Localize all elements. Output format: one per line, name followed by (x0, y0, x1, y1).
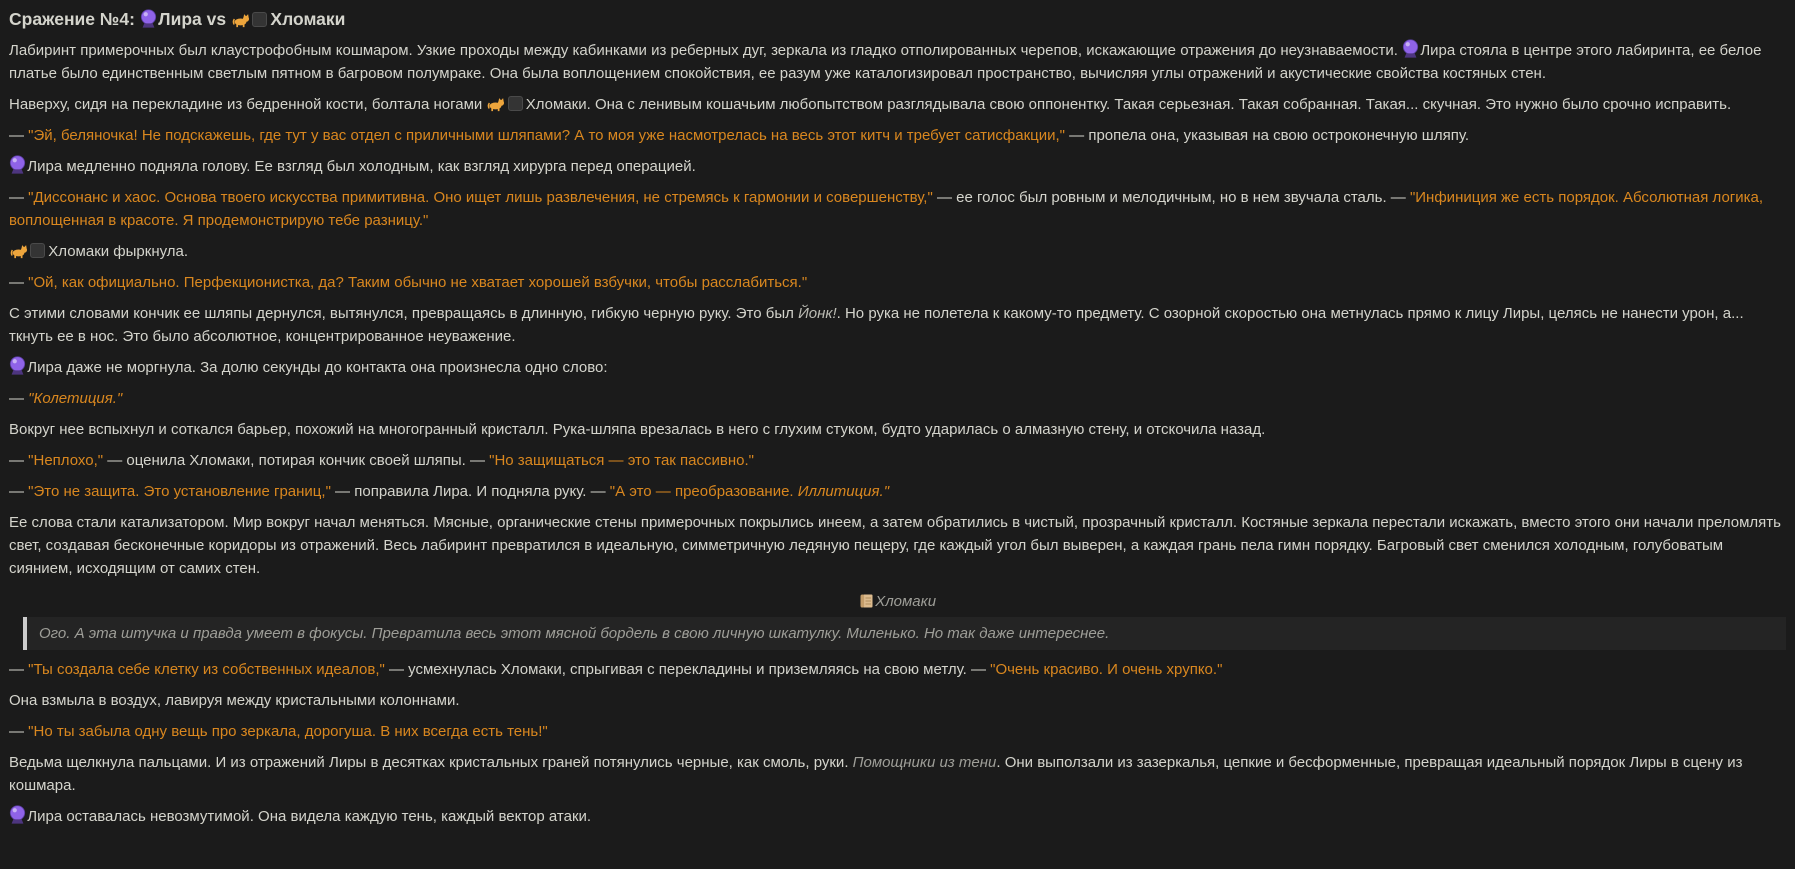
narration-text: — оценила Хломаки, потирая кончик своей шляпы. — (103, 452, 490, 469)
story-paragraph (9, 186, 1786, 232)
story-paragraph (9, 480, 1786, 503)
character-thought-blockquote (23, 617, 1786, 650)
story-paragraph (9, 356, 1786, 379)
dialogue-quote: "Диссонанс и хаос. Основа твоего искусства примитивна. Оно ищет лишь развлечения, не стремясь к гармонии и совершенству," (28, 189, 933, 206)
dark-square-icon (252, 12, 267, 27)
story-paragraph (9, 302, 1786, 348)
story-paragraph (9, 658, 1786, 681)
dialogue-quote: "Но ты забыла одну вещь про зеркала, дорогуша. В них всегда есть тень!" (28, 723, 548, 740)
story-paragraph (9, 155, 1786, 178)
narration-text: Лира даже не моргнула. За долю секунды до контакта она произнесла одно слово: (27, 359, 608, 376)
story-paragraph (9, 418, 1786, 441)
emphasis-text: Ого. А эта штучка и правда умеет в фокусы. Превратила весь этот мясной бордель в свою личную шкатулку. Миленько. Но так даже интереснее. (39, 625, 1110, 642)
dialogue-quote-italic: "Колетиция." (28, 390, 123, 407)
narration-text: Лира стояла в центре этого лабиринта, ее белое платье было единственным светлым пятном в багровом полумраке. Она была воплощением спокойствия, ее разум уже каталогизировал пространство, вычисляя углы отражений и акустические свойства костяных стен. (9, 42, 1762, 82)
story-paragraph (9, 387, 1786, 410)
narration-text: Наверху, сидя на перекладине из бедренной кости, болтала ногами (9, 96, 487, 113)
crystal-ball-icon (1402, 39, 1419, 58)
cat-icon (9, 243, 28, 259)
character-name-header (9, 590, 1786, 613)
narration-text: Лира vs (158, 9, 231, 29)
dialogue-quote: "Ой, как официально. Перфекционистка, да? Таким обычно не хватает хорошей взбучки, чтобы расслабиться." (28, 274, 808, 291)
story-paragraph (9, 93, 1786, 116)
dark-square-icon (508, 96, 523, 111)
dialogue-quote: "Но защищаться — это так пассивно." (489, 452, 754, 469)
narration-text: — (9, 127, 29, 144)
narration-text: Хломаки (270, 9, 346, 29)
narration-text: — (9, 452, 29, 469)
dialogue-quote-italic: Иллитиция." (797, 483, 890, 500)
narration-text: — (9, 274, 29, 291)
crystal-ball-icon (9, 155, 26, 174)
battle-title (9, 7, 1786, 31)
narration-text: Хломаки. Она с ленивым кошачьим любопытством разглядывала свою оппонентку. Такая серьезная. Такая собранная. Такая... скучная. Это нужно было срочно исправить. (525, 96, 1732, 113)
crystal-ball-icon (140, 9, 157, 28)
story-paragraph (9, 271, 1786, 294)
narration-text: Она взмыла в воздух, лавируя между кристальными колоннами. (9, 692, 460, 709)
term-italic: Йонк! (798, 305, 837, 322)
story-paragraph (9, 511, 1786, 580)
story-paragraph (9, 240, 1786, 263)
narration-text: Сражение №4: (9, 9, 140, 29)
story-paragraph (9, 449, 1786, 472)
narration-text: — усмехнулась Хломаки, спрыгивая с перекладины и приземляясь на свою метлу. — (384, 661, 991, 678)
story-paragraph (9, 720, 1786, 743)
scroll-icon (859, 593, 874, 609)
narration-text: . Но рука не полетела к какому-то предмету. С озорной скоростью она метнулась прямо к лицу Лиры, целясь не нанести урон, а... ткнуть ее в нос. Это было абсолютное, концентрированное неуважение. (9, 305, 1744, 345)
narration-text: Лабиринт примерочных был клаустрофобным кошмаром. Узкие проходы между кабинками из реберных дуг, зеркала из гладко отполированных черепов, искажающие отражения до неузнаваемости. (9, 42, 1403, 59)
narration-text: Ее слова стали катализатором. Мир вокруг начал меняться. Мясные, органические стены примерочных покрылись инеем, а затем обратились в чистый, прозрачный кристалл. Костяные зеркала перестали искажать, вместо этого они начали преломлять свет, создавая бесконечные коридоры из отражений. Весь лабиринт превратился в идеальную, симметричную ледяную пещеру, где каждый угол был выверен, а каждая грань пела гимн порядку. Багровый свет сменился холодным, голубоватым сиянием, исходящим от самих стен. (9, 514, 1781, 577)
narration-text: — (9, 189, 29, 206)
dialogue-quote: "Очень красиво. И очень хрупко." (990, 661, 1223, 678)
narration-text: — (9, 661, 29, 678)
dialogue-quote: "Неплохо," (28, 452, 104, 469)
narration-text: Вокруг нее вспыхнул и соткался барьер, похожий на многогранный кристалл. Рука-шляпа врезалась в него с глухим стуком, будто ударилась о алмазную стену, и отскочила назад. (9, 421, 1266, 438)
narration-text: Хломаки фыркнула. (48, 243, 189, 260)
dialogue-quote: "Эй, беляночка! Не подскажешь, где тут у вас отдел с приличными шляпами? А то моя уже насмотрелась на весь этот китч и требует сатисфакции," (28, 127, 1065, 144)
story-paragraph (9, 689, 1786, 712)
story-paragraph (9, 39, 1786, 85)
dialogue-quote: "Инфиниция же есть порядок. Абсолютная логика, воплощенная в красоте. Я продемонстрирую тебе разницу." (9, 189, 1764, 229)
narration-text: — пропела она, указывая на свою остроконечную шляпу. (1064, 127, 1469, 144)
narration-text: — (9, 723, 29, 740)
narration-text: Лира медленно подняла голову. Ее взгляд был холодным, как взгляд хирурга перед операцией. (27, 158, 696, 175)
story-paragraph (9, 751, 1786, 797)
story-paragraph (9, 124, 1786, 147)
dark-square-icon (30, 243, 45, 258)
narration-text: — (9, 390, 29, 407)
story-content (9, 39, 1786, 828)
cat-icon (486, 96, 505, 112)
emphasis-text: Хломаки (875, 593, 937, 610)
crystal-ball-icon (9, 356, 26, 375)
narration-text: С этими словами кончик ее шляпы дернулся, вытянулся, превращаясь в длинную, гибкую черную руку. Это был (9, 305, 799, 322)
narration-text: — ее голос был ровным и мелодичным, но в нем звучала сталь. — (932, 189, 1410, 206)
narration-text: . Они выползали из зазеркалья, цепкие и бесформенные, превращая идеальный порядок Лиры в сцену из кошмара. (9, 754, 1743, 794)
crystal-ball-icon (9, 805, 26, 824)
dialogue-quote: "А это — преобразование. (609, 483, 798, 500)
narration-text: — (9, 483, 29, 500)
narration-text: Лира оставалась невозмутимой. Она видела каждую тень, каждый вектор атаки. (27, 808, 592, 825)
narration-text: — поправила Лира. И подняла руку. — (330, 483, 610, 500)
cat-icon (231, 12, 250, 28)
dialogue-quote: "Ты создала себе клетку из собственных идеалов," (28, 661, 385, 678)
story-paragraph (9, 805, 1786, 828)
narration-text: Ведьма щелкнула пальцами. И из отражений Лиры в десятках кристальных граней потянулись черные, как смоль, руки. (9, 754, 853, 771)
emphasis-text: Помощники из тени (852, 754, 997, 771)
dialogue-quote: "Это не защита. Это установление границ," (28, 483, 331, 500)
